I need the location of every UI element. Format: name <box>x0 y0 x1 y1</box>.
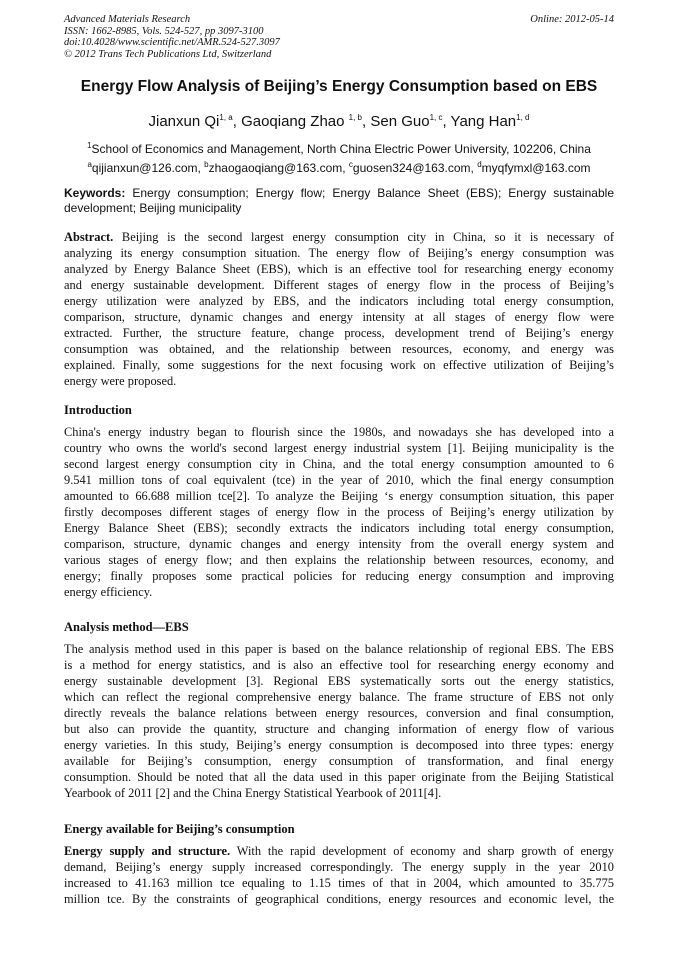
author: Sen Guo <box>370 113 430 130</box>
author-sup: 1, a <box>219 113 233 122</box>
text-line-content: analyzing its energy consumption situation. The energy flow of Beijing’s energy consumption was <box>64 246 614 260</box>
text-line <box>64 859 614 875</box>
text-line-content: comparison, structure, dynamic changes and energy intensity from the overall energy system and <box>64 537 614 551</box>
text-line: With the rapid development of economy and sharp growth of energy <box>230 844 614 858</box>
aff-sup: 1 <box>87 141 92 150</box>
text-line <box>64 373 614 389</box>
email-sup: c <box>348 160 353 169</box>
text-line <box>64 293 614 309</box>
text-line <box>64 325 614 341</box>
text-line-content: Energy Balance Sheet (EBS); secondly extracts the indicators including total energy consumption, <box>64 521 614 535</box>
introduction-paragraph <box>64 424 614 600</box>
abstract <box>64 229 614 389</box>
author: Yang Han <box>450 113 517 130</box>
text-line-content: comparison, structure, dynamic changes and energy intensity at all stages of energy flow were <box>64 310 614 324</box>
text-line <box>64 488 614 504</box>
text-line-content: firstly decomposes different stages of energy flow in the process of Beijing’s energy utilization by <box>64 505 614 519</box>
author-list: Jianxun Qi$^{1, a}$, Gaoqiang Zhao $^{1, b}$, Sen Guo$^{1, c}$, Yang Han$^{1, d}$ <box>148 113 530 130</box>
email[interactable]: zhaogaoqiang@163.com <box>208 161 343 175</box>
affiliation <box>64 138 614 176</box>
text-line-content: energy efficiency. <box>64 585 153 599</box>
email-sup: b <box>204 160 209 169</box>
text-line-content: energy; finally proposes some practical policies for reducing energy consumption and improving <box>64 569 614 583</box>
text-line-content: is a method for energy statistics, and is also an effective tool for researching energy economy and <box>64 658 614 672</box>
text-line <box>64 520 614 536</box>
text-line <box>64 737 614 753</box>
copyright: © 2012 Trans Tech Publications Ltd, Switzerland <box>64 48 272 60</box>
text-line-content: million tce. By the constraints of geographical conditions, energy resources and economic level, the <box>64 892 614 906</box>
text-line-content: energy sustainable development [3]. Regional EBS systematically sorts out the energy statistics, <box>64 674 614 688</box>
text-line <box>64 721 614 737</box>
text-line-content: amounted to 66.688 million tce[2]. To analyze the Beijing ‘s energy consumption situation, this paper <box>64 489 614 503</box>
text-line-content: extracted. Further, the structure feature, change process, development trend of Beijing’s energy <box>64 326 614 340</box>
text-line-content: energy utilization were analyzed by EBS, and the indicators including total energy consumption, <box>64 294 614 308</box>
method-paragraph <box>64 641 614 801</box>
journal-name: Advanced Materials Research <box>64 14 191 25</box>
text-line-content: consumption. Should be noted that all the data used in this paper originate from the Beijing Statistical <box>64 770 614 784</box>
email[interactable]: myqfymxl@163.com <box>481 161 591 175</box>
text-line <box>64 689 614 705</box>
text-line-content: energy varieties. In this study, Beijing’s energy consumption is decomposed into three types: energy <box>64 738 614 752</box>
text-line <box>64 261 614 277</box>
text-line-content: second largest energy consumption city in China, and the total energy consumption amounted to 6 <box>64 457 614 471</box>
author-sup: 1, c <box>429 113 443 122</box>
text-line <box>64 309 614 325</box>
text-line <box>64 552 614 568</box>
author-sup: 1, b <box>348 113 362 122</box>
author: Jianxun Qi <box>148 113 220 130</box>
keywords-line: development; Beijing municipality <box>64 201 242 215</box>
text-line-content: explained. Finally, some suggestions for the next focusing work on effective utilization of Beijing’s <box>64 358 614 372</box>
text-line-content: which can reflect the regional comprehensive energy balance. The frame structure of EBS not only <box>64 690 614 704</box>
text-line <box>64 424 614 440</box>
text-line-content: but also can provide the quantity, structure and changing information of energy flow of various <box>64 722 614 736</box>
email[interactable]: qijianxun@126.com <box>91 161 198 175</box>
text-line <box>64 536 614 552</box>
text-line-content: The analysis method used in this paper is based on the balance relationship of regional EBS. The EBS <box>64 642 614 656</box>
text-line-content: analyzed by Energy Balance Sheet (EBS), which is an effective tool for researching energy economy <box>64 262 614 276</box>
keywords-line: Energy consumption; Energy flow; Energy Balance Sheet (EBS); Energy sustainable <box>132 186 614 200</box>
text-line-content: China's energy industry began to flourish since the 1980s, and nowadays she has developed into a <box>64 425 614 439</box>
text-line <box>64 357 614 373</box>
text-line <box>64 875 614 891</box>
keywords <box>64 186 614 216</box>
section-heading-method: Analysis method—EBS <box>64 620 189 634</box>
section-heading-introduction: Introduction <box>64 403 132 417</box>
author: Gaoqiang Zhao <box>241 113 345 130</box>
author-sup: 1, d <box>516 113 530 122</box>
text-line <box>64 472 614 488</box>
available-paragraph <box>64 843 614 907</box>
text-line <box>64 277 614 293</box>
text-line <box>64 673 614 689</box>
text-line-content: country who owns the world's second largest energy industrial system [1]. Beijing municipality is the <box>64 441 614 455</box>
text-line-content: available for Beijing’s consumption, energy consumption of transformation, and final energy <box>64 754 614 768</box>
keywords-label: Keywords: <box>64 186 126 200</box>
text-line-content: increased to 41.163 million tce equaling to 1.15 times of that in 2004, which amounted to 35.775 <box>64 876 614 890</box>
text-line <box>64 440 614 456</box>
issn: ISSN: 1662-8985, Vols. 524-527, pp 3097-3100 <box>64 25 264 37</box>
section-heading-available: Energy available for Beijing’s consumption <box>64 822 295 836</box>
text-line <box>64 705 614 721</box>
emails: $^a$qijianxun@126.com, $^b$zhaogaoqiang@163.com, $^c$guosen324@163.com, $^d$myqfymxl@163.com <box>87 160 591 175</box>
text-line <box>64 891 614 907</box>
text-line <box>64 657 614 673</box>
email[interactable]: guosen324@163.com <box>352 161 471 175</box>
text-line-content: directly reveals the balance relations between energy resources, conversion and final consumption, <box>64 706 614 720</box>
text-line <box>64 785 614 801</box>
text-line <box>64 456 614 472</box>
text-line <box>64 341 614 357</box>
text-line <box>64 245 614 261</box>
text-line-content: energy were proposed. <box>64 374 177 388</box>
subsection-lead: Energy supply and structure. <box>64 844 231 858</box>
paper-title: Energy Flow Analysis of Beijing’s Energy Consumption based on EBS <box>80 78 598 95</box>
doi: doi:10.4028/www.scientific.net/AMR.524-527.3097 <box>64 37 280 48</box>
text-line <box>64 568 614 584</box>
text-line-content: 9.541 million tons of coal equivalent (tce) in the year of 2010, which the final energy consumption <box>64 473 614 487</box>
text-line <box>64 769 614 785</box>
aff-text: School of Economics and Management, North China Electric Power University, 102206, China <box>91 142 591 156</box>
text-line <box>64 641 614 657</box>
text-line-content: Yearbook of 2011 [2] and the China Energy Statistical Yearbook of 2011[4]. <box>64 786 442 800</box>
text-line-content: various stages of energy flow; and then explains the relationship between resources, economy, and <box>64 553 614 567</box>
text-line: Beijing is the second largest energy consumption city in China, so it is necessary of <box>113 230 614 244</box>
online-date: Online: 2012-05-14 <box>530 14 614 25</box>
text-line <box>64 504 614 520</box>
text-line-content: and energy sustainable development. Different stages of energy flow in the process of Beijing’s <box>64 278 614 292</box>
email-sup: d <box>477 160 482 169</box>
text-line-content: consumption was obtained, and the relationship between resources, economy, and energy was <box>64 342 614 356</box>
email-sup: a <box>87 160 92 169</box>
text-line-content: demand, Beijing’s energy supply increased correspondingly. The energy supply in the year 2010 <box>64 860 614 874</box>
text-line <box>64 584 614 600</box>
text-line <box>64 753 614 769</box>
abstract-label: Abstract. <box>64 230 114 244</box>
